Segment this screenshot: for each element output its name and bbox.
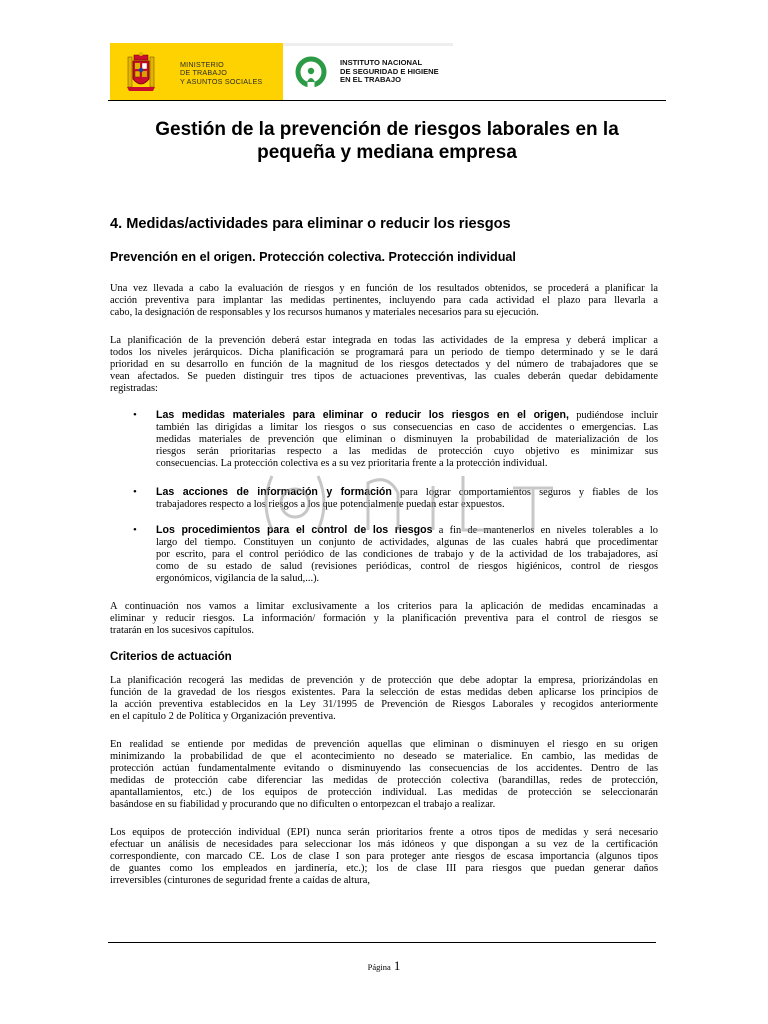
paragraph-line: La planificación recogerá las medidas de prevención y de protección que debe adoptar la empresa, priorizándolas en bbox=[110, 675, 658, 686]
bullet-line: medidas materiales de prevención que eliminan o disminuyen la probabilidad de materialización de los bbox=[156, 434, 658, 446]
paragraph-line: minimizando la probabilidad de que el acontecimiento no deseado se materialice. En cambio, las medidas de bbox=[110, 751, 658, 763]
header-logos bbox=[110, 43, 453, 101]
section-heading: 4. Medidas/actividades para eliminar o reducir los riesgos bbox=[110, 216, 511, 232]
page-label: Página bbox=[367, 962, 391, 972]
paragraph-line: Los equipos de protección individual (EPI) nunca serán prioritarios frente a otros tipos de medidas y será necesario bbox=[110, 827, 658, 838]
criteria-heading: Criterios de actuación bbox=[110, 650, 232, 663]
ministry-line: DE TRABAJO bbox=[180, 68, 227, 78]
bullet-line: trabajadores respecto a los riesgos a los que potencialmente puedan estar expuestos. bbox=[156, 499, 505, 511]
body-paragraph bbox=[110, 335, 658, 395]
paragraph-line: prioridad en su desarrollo en función de la magnitud de los riesgos detectados y del número de trabajadores que se bbox=[110, 359, 658, 371]
bullet-line: ergonómicos, vigilancia de la salud,...). bbox=[156, 573, 320, 585]
institute-line: EN EL TRABAJO bbox=[340, 75, 402, 85]
body-paragraph bbox=[110, 739, 658, 812]
bullet-line: largo del tiempo. Constituyen un conjunto de actividades, algunas de las cuales habrá que procedimentar bbox=[156, 537, 658, 549]
ministry-logo bbox=[110, 43, 283, 101]
paragraph-line: En realidad se entiende por medidas de prevención aquellas que eliminan o disminuyen el riesgo en su origen bbox=[110, 739, 658, 750]
bullet-first-rest: pudiéndose incluir bbox=[568, 410, 658, 421]
page-footer bbox=[110, 957, 658, 975]
paragraph-line: de guantes como los empleados en jardinería, etc.); los de clase III para riesgos que puedan generar daños bbox=[110, 863, 658, 875]
paragraph-line: eliminar y reducir riesgos. La información/ formación y la planificación preventiva para el control de riesgos se bbox=[110, 613, 658, 625]
body-paragraph bbox=[110, 675, 658, 723]
body-paragraph bbox=[110, 827, 658, 887]
bullet-text bbox=[156, 409, 658, 470]
bullet-line: riesgos serán prioritarias respecto a las medidas de protección cuyo objetivo es minimizar sus bbox=[156, 446, 658, 458]
subsection-heading: Prevención en el origen. Protección colectiva. Protección individual bbox=[110, 250, 516, 264]
paragraph-line: acción preventiva para implantar las medidas pertinentes, incluyendo para cada actividad el plazo para llevarla a bbox=[110, 295, 658, 307]
bullet-line: consecuencias. La protección colectiva es a su vez prioritaria frente a la protección individual. bbox=[156, 458, 548, 470]
title-line: pequeña y mediana empresa bbox=[257, 142, 517, 163]
page-number: 1 bbox=[393, 958, 401, 973]
paragraph-line: registradas: bbox=[110, 383, 158, 395]
paragraph-line: cabo, la designación de responsables y los recursos humanos y materiales necesarios para su ejecución. bbox=[110, 307, 539, 319]
ministry-line: MINISTERIO bbox=[180, 60, 224, 69]
paragraph-line: en el capítulo 2 de Política y Organización preventiva. bbox=[110, 711, 336, 723]
paragraph-line: vean afectados. Se pueden distinguir tres tipos de actuaciones preventivas, las cuales deberán quedar debidamente bbox=[110, 371, 658, 383]
document-title bbox=[108, 118, 666, 164]
paragraph-line: efectuar un análisis de necesidades para seleccionar los más idóneos y que dispongan a su vez de la certificación bbox=[110, 839, 658, 851]
paragraph-line: A continuación nos vamos a limitar exclusivamente a los criterios para la aplicación de medidas encaminadas a bbox=[110, 601, 658, 612]
watermark bbox=[258, 468, 558, 538]
bullet-line: por escrito, para el control periódico de las condiciones de trabajo y de la actividad de los trabajadores, así bbox=[156, 549, 658, 561]
bullet-first-line bbox=[156, 409, 658, 422]
bullet-line: también las dirigidas a limitar los riesgos o sus consecuencias en caso de accidentes o emergencias. Las bbox=[156, 422, 658, 434]
paragraph-line: apantallamientos, etc.) de los equipos de protección individual. Las medidas de protección se seleccionarán bbox=[110, 787, 658, 799]
title-line: Gestión de la prevención de riesgos laborales en la bbox=[155, 119, 619, 140]
ministry-line: Y ASUNTOS SOCIALES bbox=[180, 76, 263, 86]
body-paragraph bbox=[110, 601, 658, 637]
bullet-lead: Las acciones de información y formación bbox=[156, 486, 392, 498]
paragraph-line: función de la gravedad de los riesgos existentes. Para la selección de estas medidas deben aplicarse los principios de bbox=[110, 687, 658, 699]
paragraph-line: La planificación de la prevención deberá estar integrada en todas las actividades de la empresa y deberá implicar a bbox=[110, 335, 658, 346]
logo-top-strip bbox=[283, 43, 453, 46]
bullet-marker: • bbox=[133, 486, 137, 498]
body-paragraph bbox=[110, 283, 658, 319]
paragraph-line: todos los niveles jerárquicos. Dicha planificación se programará para un periodo de tiempo determinado y se le dará bbox=[110, 347, 658, 359]
paragraph-line: irreversibles (cinturones de seguridad frente a caídas de altura, bbox=[110, 875, 370, 887]
paragraph-line: correspondiente, con marcado CE. Los de clase I son para proteger ante riesgos de escasa importancia (algunos tipos bbox=[110, 851, 658, 863]
institute-line: DE SEGURIDAD E HIGIENE bbox=[340, 66, 439, 76]
institute-name bbox=[340, 59, 439, 85]
institute-line: INSTITUTO NACIONAL bbox=[340, 58, 423, 67]
paragraph-line: basándose en su fiabilidad y procurando que no dificulten o entorpezcan el trabajo a realizar. bbox=[110, 799, 496, 811]
bullet-first-rest: a fin de mantenerlos en niveles tolerables a lo bbox=[432, 525, 659, 536]
bullet-lead: Las medidas materiales para eliminar o reducir los riesgos en el origen, bbox=[156, 409, 569, 421]
insht-emblem-icon bbox=[295, 56, 327, 88]
institute-logo bbox=[283, 43, 453, 101]
bullet-first-rest: para lograr comportamientos seguros y fiables de los bbox=[391, 487, 658, 498]
bullet-marker: • bbox=[133, 409, 137, 421]
paragraph-line: Una vez llevada a cabo la evaluación de riesgos y en función de los resultados obtenidos, se procederá a planificar la bbox=[110, 283, 658, 294]
coat-of-arms-icon bbox=[126, 51, 156, 93]
paragraph-line: protección actúan fundamentalmente evitando o disminuyendo las consecuencias de los accidentes. Dentro de las bbox=[110, 763, 658, 775]
bullet-marker: • bbox=[133, 524, 137, 536]
paragraph-line: medidas de protección cabe diferenciar las medidas de protección colectiva (barandillas, redes de protección, bbox=[110, 775, 658, 787]
paragraph-line: la acción preventiva establecidos en la Ley 31/1995 de Prevención de Riesgos Laborales y recogidos anteriormente bbox=[110, 699, 658, 711]
ministry-name bbox=[180, 61, 262, 86]
paragraph-line: tratarán en los sucesivos capítulos. bbox=[110, 625, 254, 637]
header-rule bbox=[108, 100, 666, 101]
bullet-lead: Los procedimientos para el control de los riesgos bbox=[156, 524, 433, 536]
footer-rule bbox=[108, 942, 656, 943]
bullet-line: como de su estado de salud (revisiones periódicas, control de riesgos higiénicos, control de riesgos bbox=[156, 561, 658, 573]
